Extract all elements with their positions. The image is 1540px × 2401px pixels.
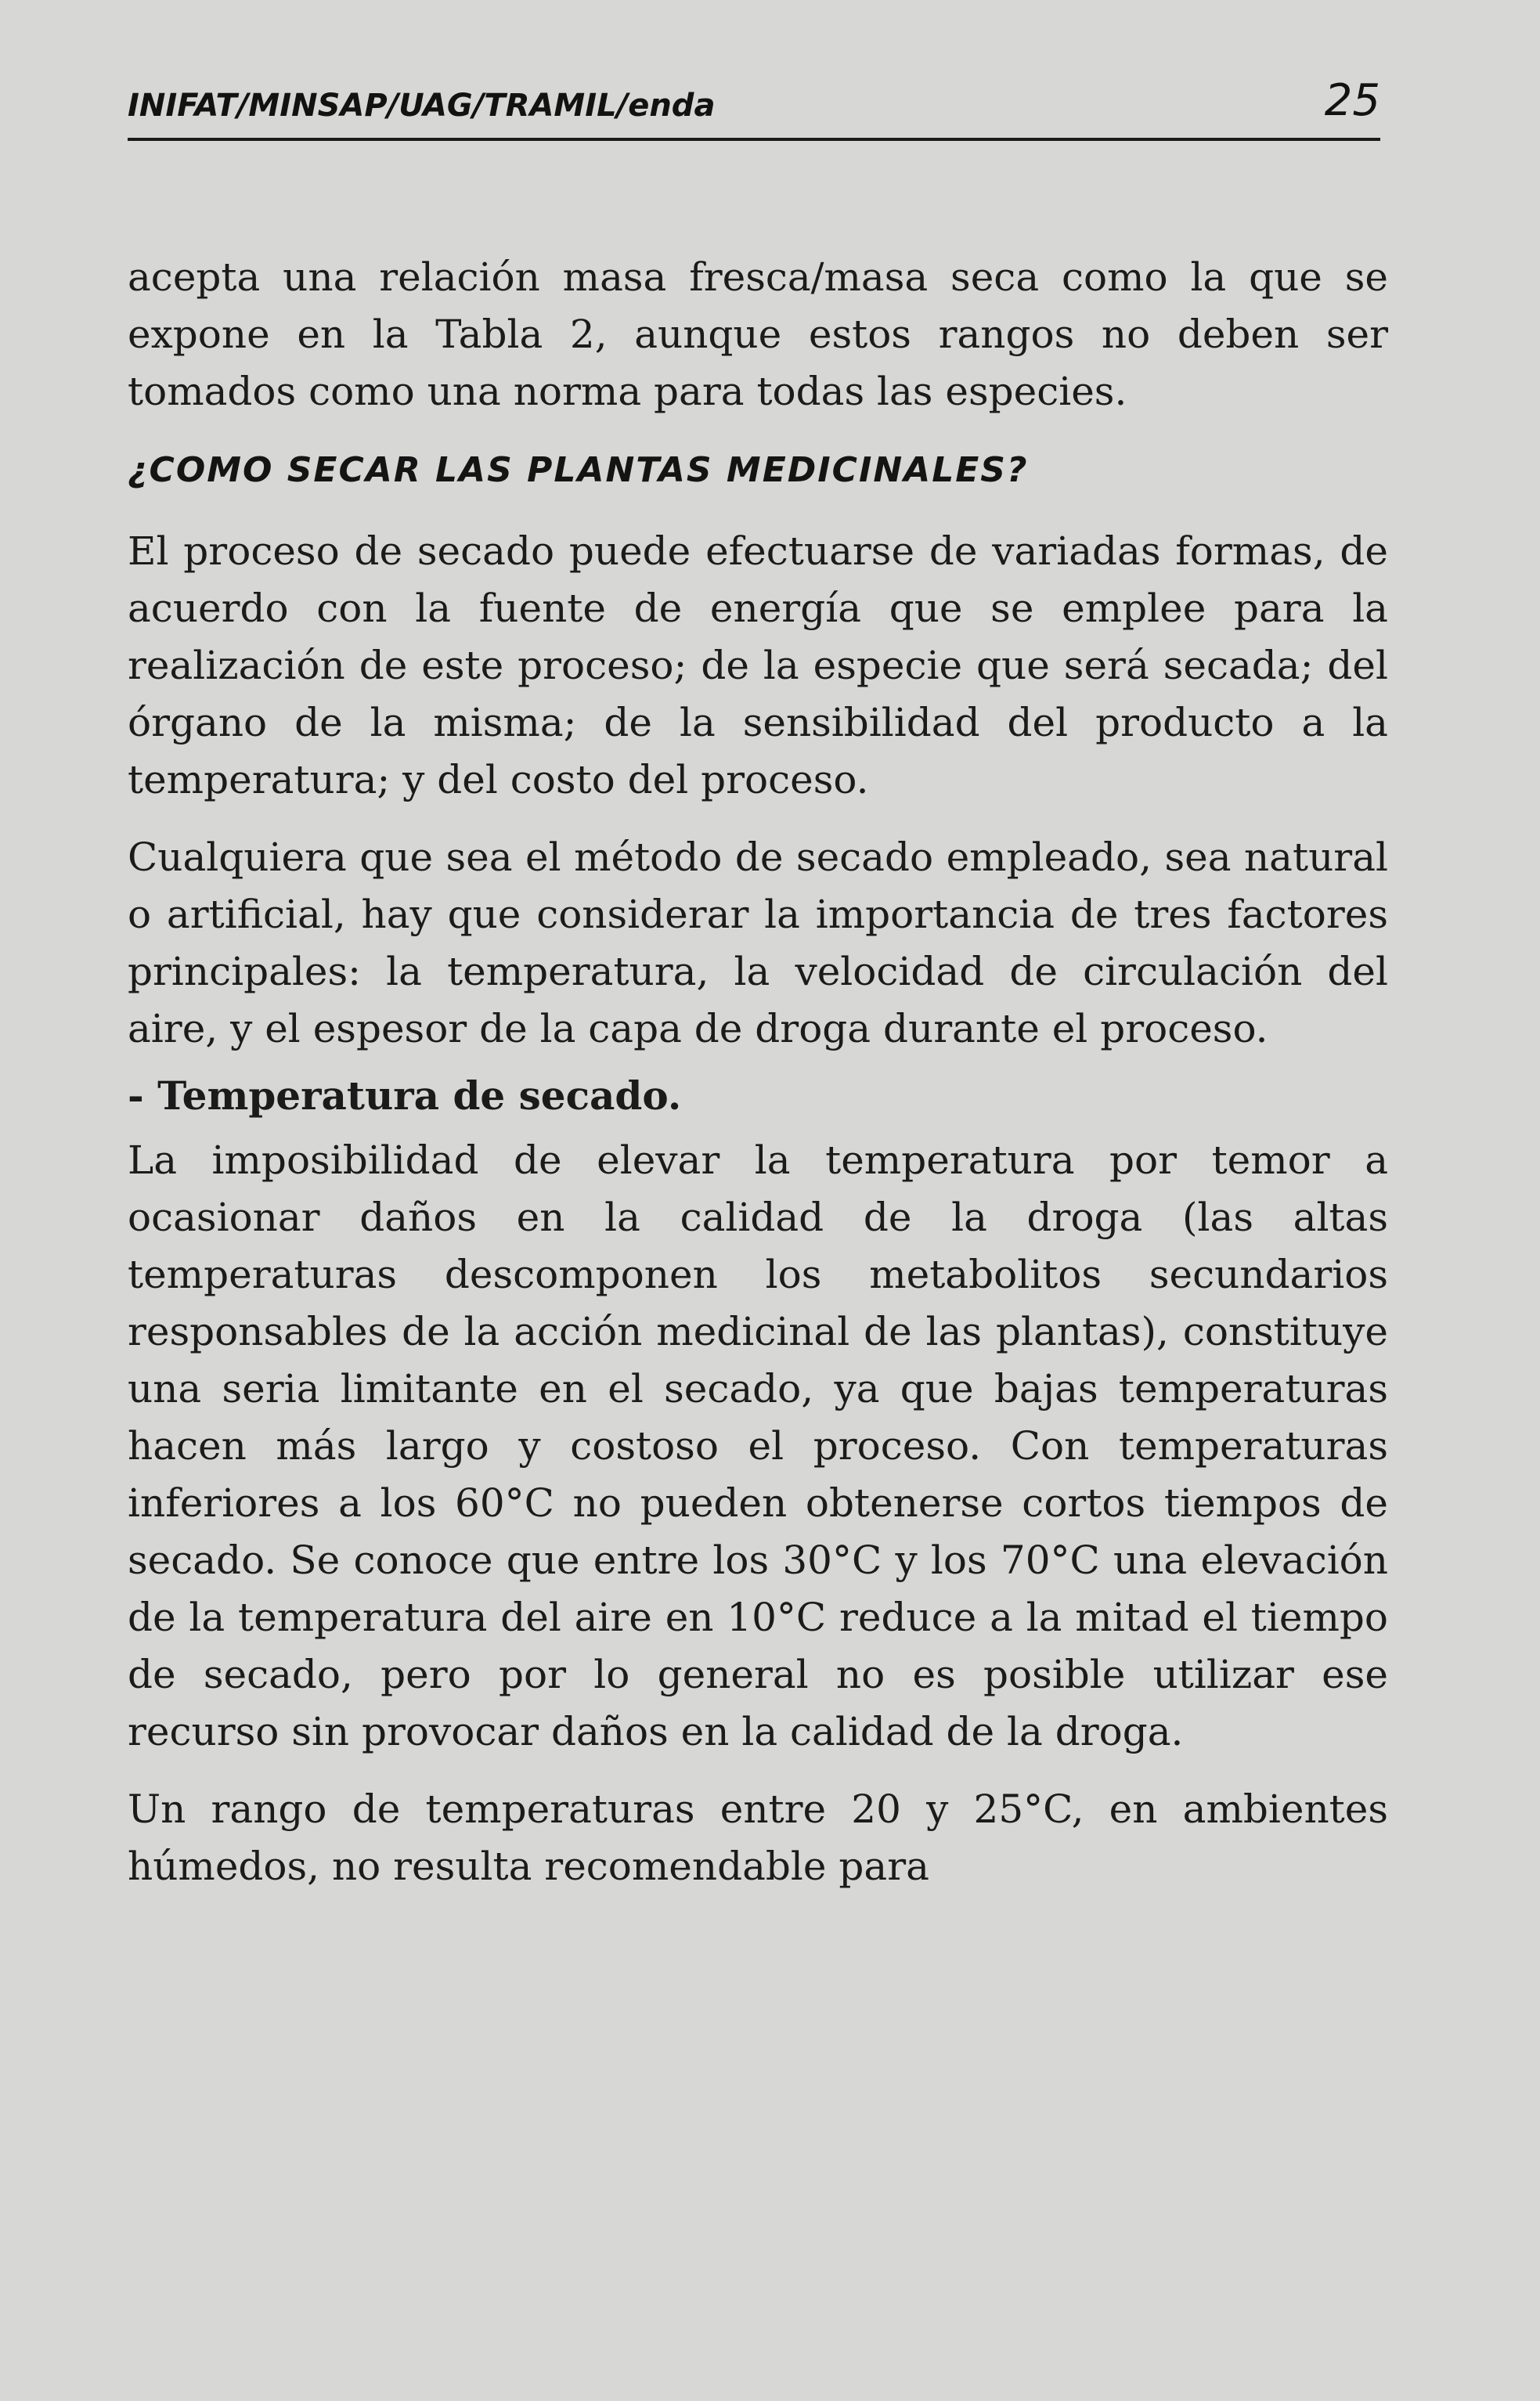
paragraph: Cualquiera que sea el método de secado empleado, sea natural o artificial, hay que considerar la importancia de tres factores principales: la temperatura, la velocidad de circulación del aire, y el espesor de la capa de droga durante el proceso. (128, 835, 1388, 1051)
running-header (128, 72, 1380, 139)
paragraph: acepta una relación masa fresca/masa seca como la que se expone en la Tabla 2, aunque estos rangos no deben ser tomados como una norma para todas las especies. (128, 254, 1388, 414)
paragraph: Un rango de temperaturas entre 20 y 25°C, en ambientes húmedos, no resulta recomendable para (128, 1786, 1388, 1889)
subheading: - Temperatura de secado. (128, 1073, 682, 1119)
paragraph: El proceso de secado puede efectuarse de variadas formas, de acuerdo con la fuente de energía que se emplee para la realización de este proceso; de la especie que será secada; del órgano de la misma; de la sensibilidad del producto a la temperatura; y del costo del proceso. (128, 528, 1388, 802)
header-institutions: INIFAT/MINSAP/UAG/TRAMIL/enda (128, 88, 716, 124)
header-rule (128, 138, 1380, 141)
section-heading: ¿COMO SECAR LAS PLANTAS MEDICINALES? (128, 450, 1029, 490)
page-body (128, 249, 1388, 1895)
paragraph: La imposibilidad de elevar la temperatura por temor a ocasionar daños en la calidad de la droga (las altas temperaturas descomponen los metabolitos secundarios responsables de la acción medicinal de las plantas), constituye una seria limitante en el secado, ya que bajas temperaturas hacen más largo y costoso el proceso. Con temperaturas inferiores a los 60°C no pueden obtenerse cortos tiempos de secado. Se conoce que entre los 30°C y los 70°C una elevación de la temperatura del aire en 10°C reduce a la mitad el tiempo de secado, pero por lo general no es posible utilizar ese recurso sin provocar daños en la calidad de la droga. (128, 1137, 1388, 1754)
page-number: 25 (1324, 75, 1380, 126)
